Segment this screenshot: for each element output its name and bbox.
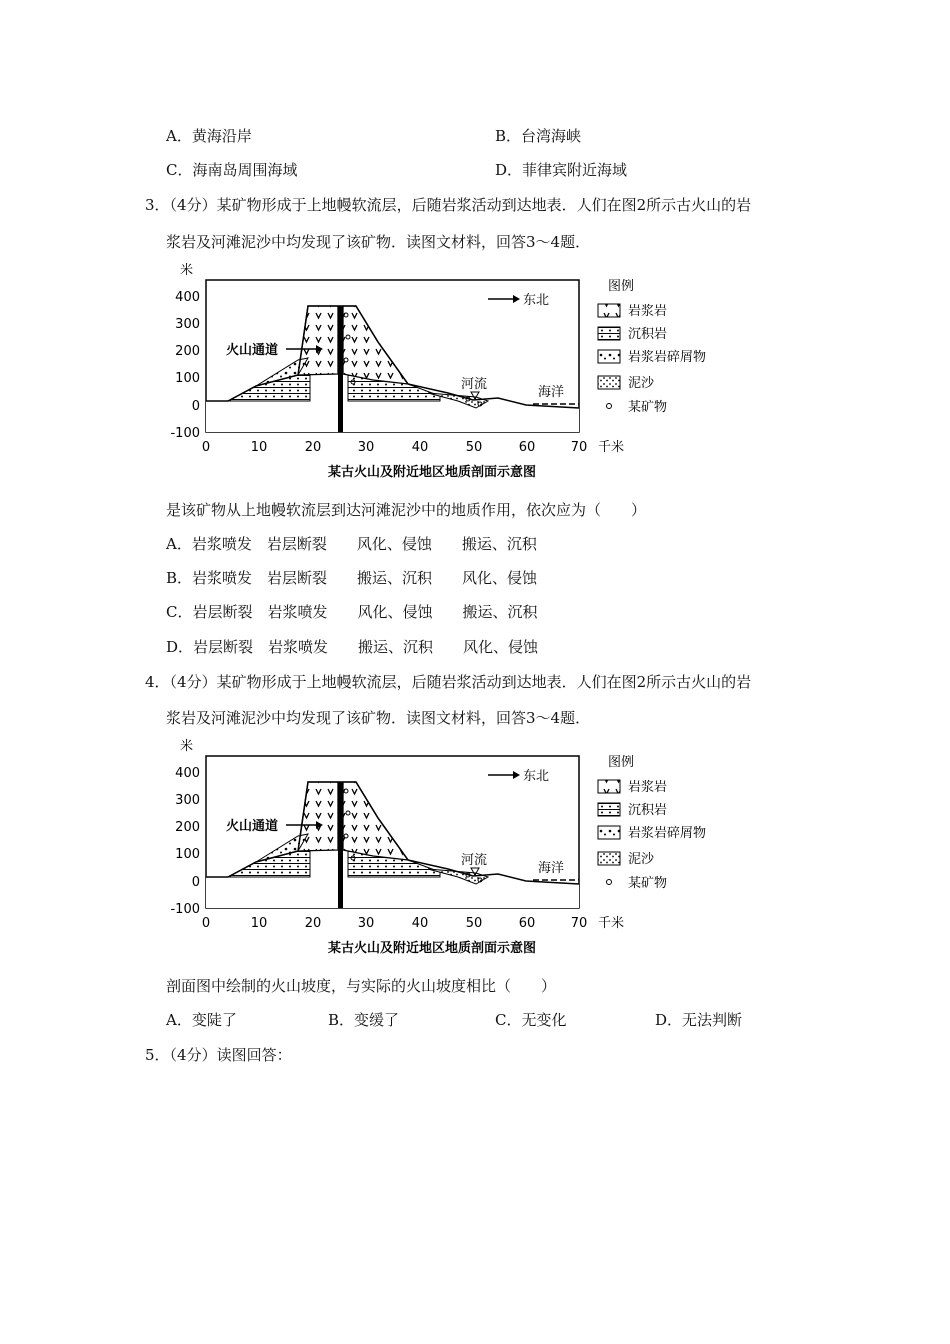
x-tick-70: 70: [570, 916, 588, 931]
legend-mineral: 某矿物: [628, 876, 668, 891]
label-northeast: 东北: [523, 293, 550, 308]
y-tick-300: 300: [175, 793, 200, 808]
y-tick-0: 0: [191, 875, 200, 890]
x-tick-10: 10: [250, 916, 268, 931]
y-tick-200: 200: [175, 344, 200, 359]
q4-question: 剖面图中绘制的火山坡度，与实际的火山坡度相比（ ）: [166, 977, 557, 995]
q3-option-d: D．岩层断裂 岩浆喷发 搬运、沉积 风化、侵蚀: [166, 638, 539, 656]
legend-mineral: 某矿物: [628, 400, 668, 415]
y-tick-100: 100: [175, 371, 200, 386]
label-river: 河流: [461, 853, 488, 868]
x-tick-70: 70: [570, 440, 588, 455]
legend-igneous: 岩浆岩: [628, 780, 668, 795]
x-tick-0: 0: [201, 440, 211, 455]
x-tick-50: 50: [465, 916, 483, 931]
y-tick-400: 400: [175, 766, 200, 781]
x-tick-40: 40: [411, 916, 429, 931]
x-tick-60: 60: [518, 440, 536, 455]
y-tick-0: 0: [191, 399, 200, 414]
x-tick-30: 30: [357, 916, 375, 931]
x-tick-20: 20: [304, 916, 322, 931]
x-tick-20: 20: [304, 440, 322, 455]
q3-option-c: C．岩层断裂 岩浆喷发 风化、侵蚀 搬运、沉积: [166, 603, 538, 621]
legend-title: 图例: [608, 279, 635, 294]
label-river: 河流: [461, 377, 488, 392]
y-tick-neg100: -100: [170, 426, 200, 441]
x-tick-0: 0: [201, 916, 211, 931]
y-axis-unit: 米: [180, 739, 194, 754]
volcanic-vent: [338, 782, 343, 908]
label-sea: 海洋: [538, 385, 565, 400]
x-tick-10: 10: [250, 440, 268, 455]
figure-caption: 某古火山及附近地区地质剖面示意图: [328, 465, 537, 480]
q4-option-b: B．变缓了: [328, 1011, 400, 1029]
q2-option-d: D．菲律宾附近海域: [495, 161, 628, 179]
q3-stem-line1: 3．（4分）某矿物形成于上地幔软流层，后随岩浆活动到达地表．人们在图2所示古火山的岩: [145, 196, 752, 214]
legend-sedimentary: 沉积岩: [628, 803, 668, 818]
q4-option-a: A．变陡了: [166, 1011, 237, 1029]
x-tick-50: 50: [465, 440, 483, 455]
q3-option-b: B．岩浆喷发 岩层断裂 搬运、沉积 风化、侵蚀: [166, 569, 538, 587]
geology-section-figure: [158, 262, 758, 487]
q3-question: 是该矿物从上地幔软流层到达河滩泥沙中的地质作用，依次应为（ ）: [166, 501, 647, 519]
q4-stem-line1: 4．（4分）某矿物形成于上地幔软流层，后随岩浆活动到达地表．人们在图2所示古火山的岩: [145, 673, 752, 691]
legend-debris: 岩浆岩碎屑物: [628, 350, 707, 365]
label-sea: 海洋: [538, 861, 565, 876]
legend-debris: 岩浆岩碎屑物: [628, 826, 707, 841]
q2-option-b: B．台湾海峡: [495, 127, 582, 145]
legend-title: 图例: [608, 755, 635, 770]
q3-option-a: A．岩浆喷发 岩层断裂 风化、侵蚀 搬运、沉积: [166, 535, 537, 553]
figure-caption: 某古火山及附近地区地质剖面示意图: [328, 941, 537, 956]
y-axis-unit: 米: [180, 263, 194, 278]
legend-mud: 泥沙: [628, 376, 655, 391]
q2-option-a: A．黄海沿岸: [166, 127, 252, 145]
label-volcanic-vent: 火山通道: [226, 819, 279, 834]
legend-mud: 泥沙: [628, 852, 655, 867]
volcanic-vent: [338, 306, 343, 432]
x-tick-30: 30: [357, 440, 375, 455]
q4-stem-line2: 浆岩及河滩泥沙中均发现了该矿物．读图文材料，回答3～4题．: [166, 709, 591, 727]
q5-stem: 5．（4分）读图回答：: [145, 1046, 292, 1064]
y-tick-200: 200: [175, 820, 200, 835]
y-tick-300: 300: [175, 317, 200, 332]
x-axis-unit: 千米: [598, 440, 625, 455]
label-northeast: 东北: [523, 769, 550, 784]
y-tick-neg100: -100: [170, 902, 200, 917]
y-tick-400: 400: [175, 290, 200, 305]
x-axis-unit: 千米: [598, 916, 625, 931]
q4-option-c: C．无变化: [495, 1011, 567, 1029]
q2-option-c: C．海南岛周围海域: [166, 161, 298, 179]
geology-section-figure-2: [158, 738, 758, 963]
x-tick-40: 40: [411, 440, 429, 455]
legend-igneous: 岩浆岩: [628, 304, 668, 319]
legend-sedimentary: 沉积岩: [628, 327, 668, 342]
x-tick-60: 60: [518, 916, 536, 931]
label-volcanic-vent: 火山通道: [226, 343, 279, 358]
q4-option-d: D．无法判断: [655, 1011, 743, 1029]
q3-stem-line2: 浆岩及河滩泥沙中均发现了该矿物．读图文材料，回答3～4题．: [166, 233, 591, 251]
y-tick-100: 100: [175, 847, 200, 862]
